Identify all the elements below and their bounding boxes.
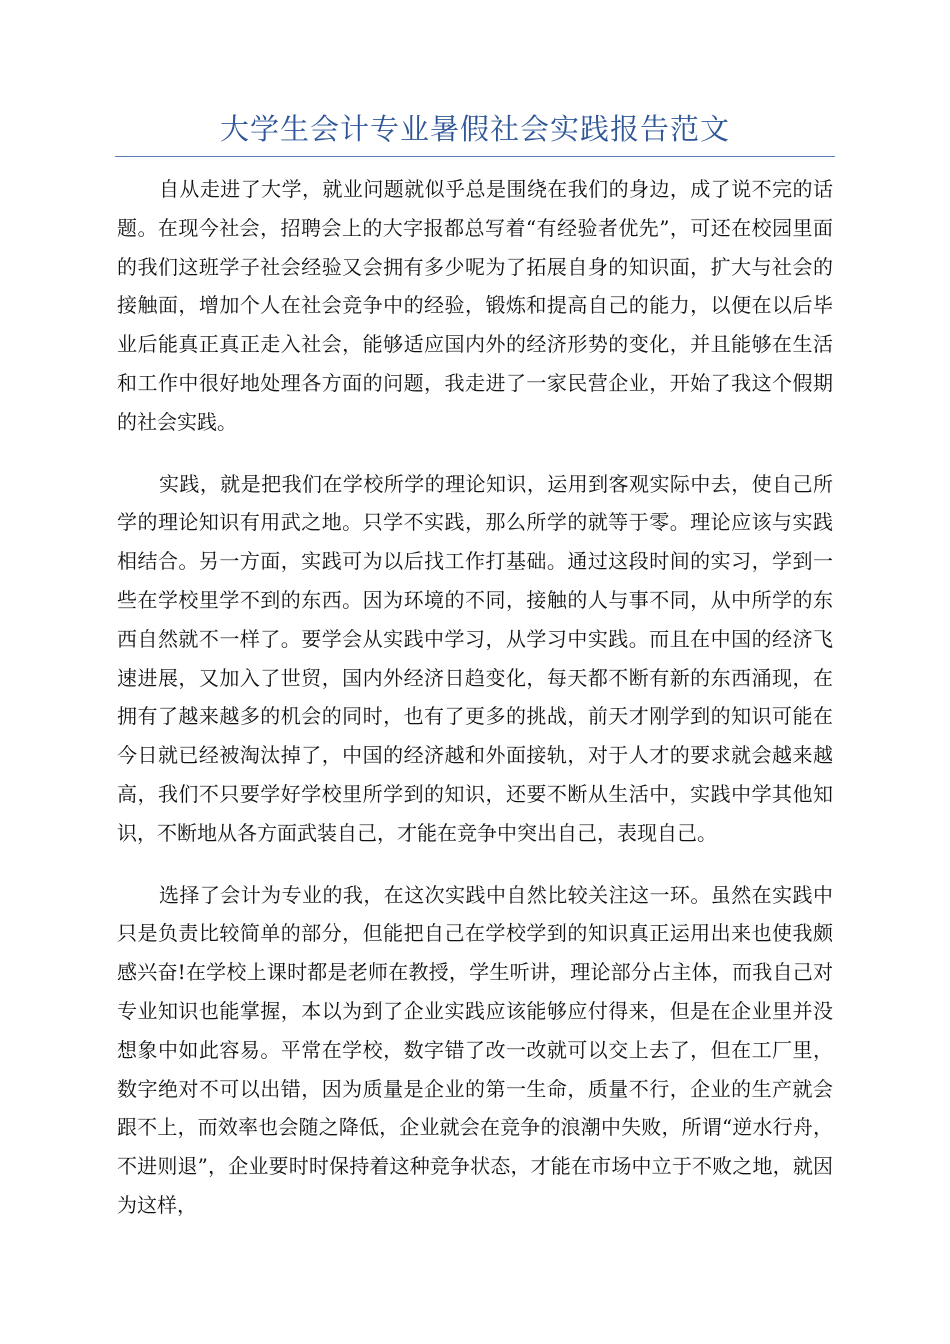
document-title: 大学生会计专业暑假社会实践报告范文 (219, 112, 730, 146)
document-body (117, 170, 833, 1248)
title-block (115, 108, 835, 157)
paragraph-2: 实践，就是把我们在学校所学的理论知识，运用到客观实际中去，使自己所学的理论知识有用武之地。只学不实践，那么所学的就等于零。理论应该与实践相结合。另一方面，实践可为以后找工作打基础。通过这段时间的实习，学到一些在学校里学不到的东西。因为环境的不同，接触的人与事不同，从中所学的东西自然就不一样了。要学会从实践中学习，从学习中实践。而且在中国的经济飞速进展，又加入了世贸，国内外经济日趋变化，每天都不断有新的东西涌现，在拥有了越来越多的机会的同时，也有了更多的挑战，前天才刚学到的知识可能在今日就已经被淘汰掉了，中国的经济越和外面接轨，对于人才的要求就会越来越高，我们不只要学好学校里所学到的知识，还要不断从生活中，实践中学其他知识，不断地从各方面武装自己，才能在竞争中突出自己，表现自己。 (117, 471, 833, 845)
paragraph-1: 自从走进了大学，就业问题就似乎总是围绕在我们的身边，成了说不完的话题。在现今社会，招聘会上的大字报都总写着“有经验者优先”，可还在校园里面的我们这班学子社会经验又会拥有多少呢为了拓展自身的知识面，扩大与社会的接触面，增加个人在社会竞争中的经验，锻炼和提高自己的能力，以便在以后毕业后能真正真正走入社会，能够适应国内外的经济形势的变化，并且能够在生活和工作中很好地处理各方面的问题，我走进了一家民营企业，开始了我这个假期的社会实践。 (117, 177, 833, 434)
paragraph-3: 选择了会计为专业的我，在这次实践中自然比较关注这一环。虽然在实践中只是负责比较简单的部分，但能把自己在学校学到的知识真正运用出来也使我颇感兴奋!在学校上课时都是老师在教授，学生听讲，理论部分占主体，而我自己对专业知识也能掌握，本以为到了企业实践应该能够应付得来，但是在企业里并没想象中如此容易。平常在学校，数字错了改一改就可以交上去了，但在工厂里，数字绝对不可以出错，因为质量是企业的第一生命，质量不行，企业的生产就会跟不上，而效率也会随之降低，企业就会在竞争的浪潮中失败，所谓“逆水行舟，不进则退”，企业要时时保持着这种竞争状态，才能在市场中立于不败之地，就因为这样， (117, 882, 833, 1217)
